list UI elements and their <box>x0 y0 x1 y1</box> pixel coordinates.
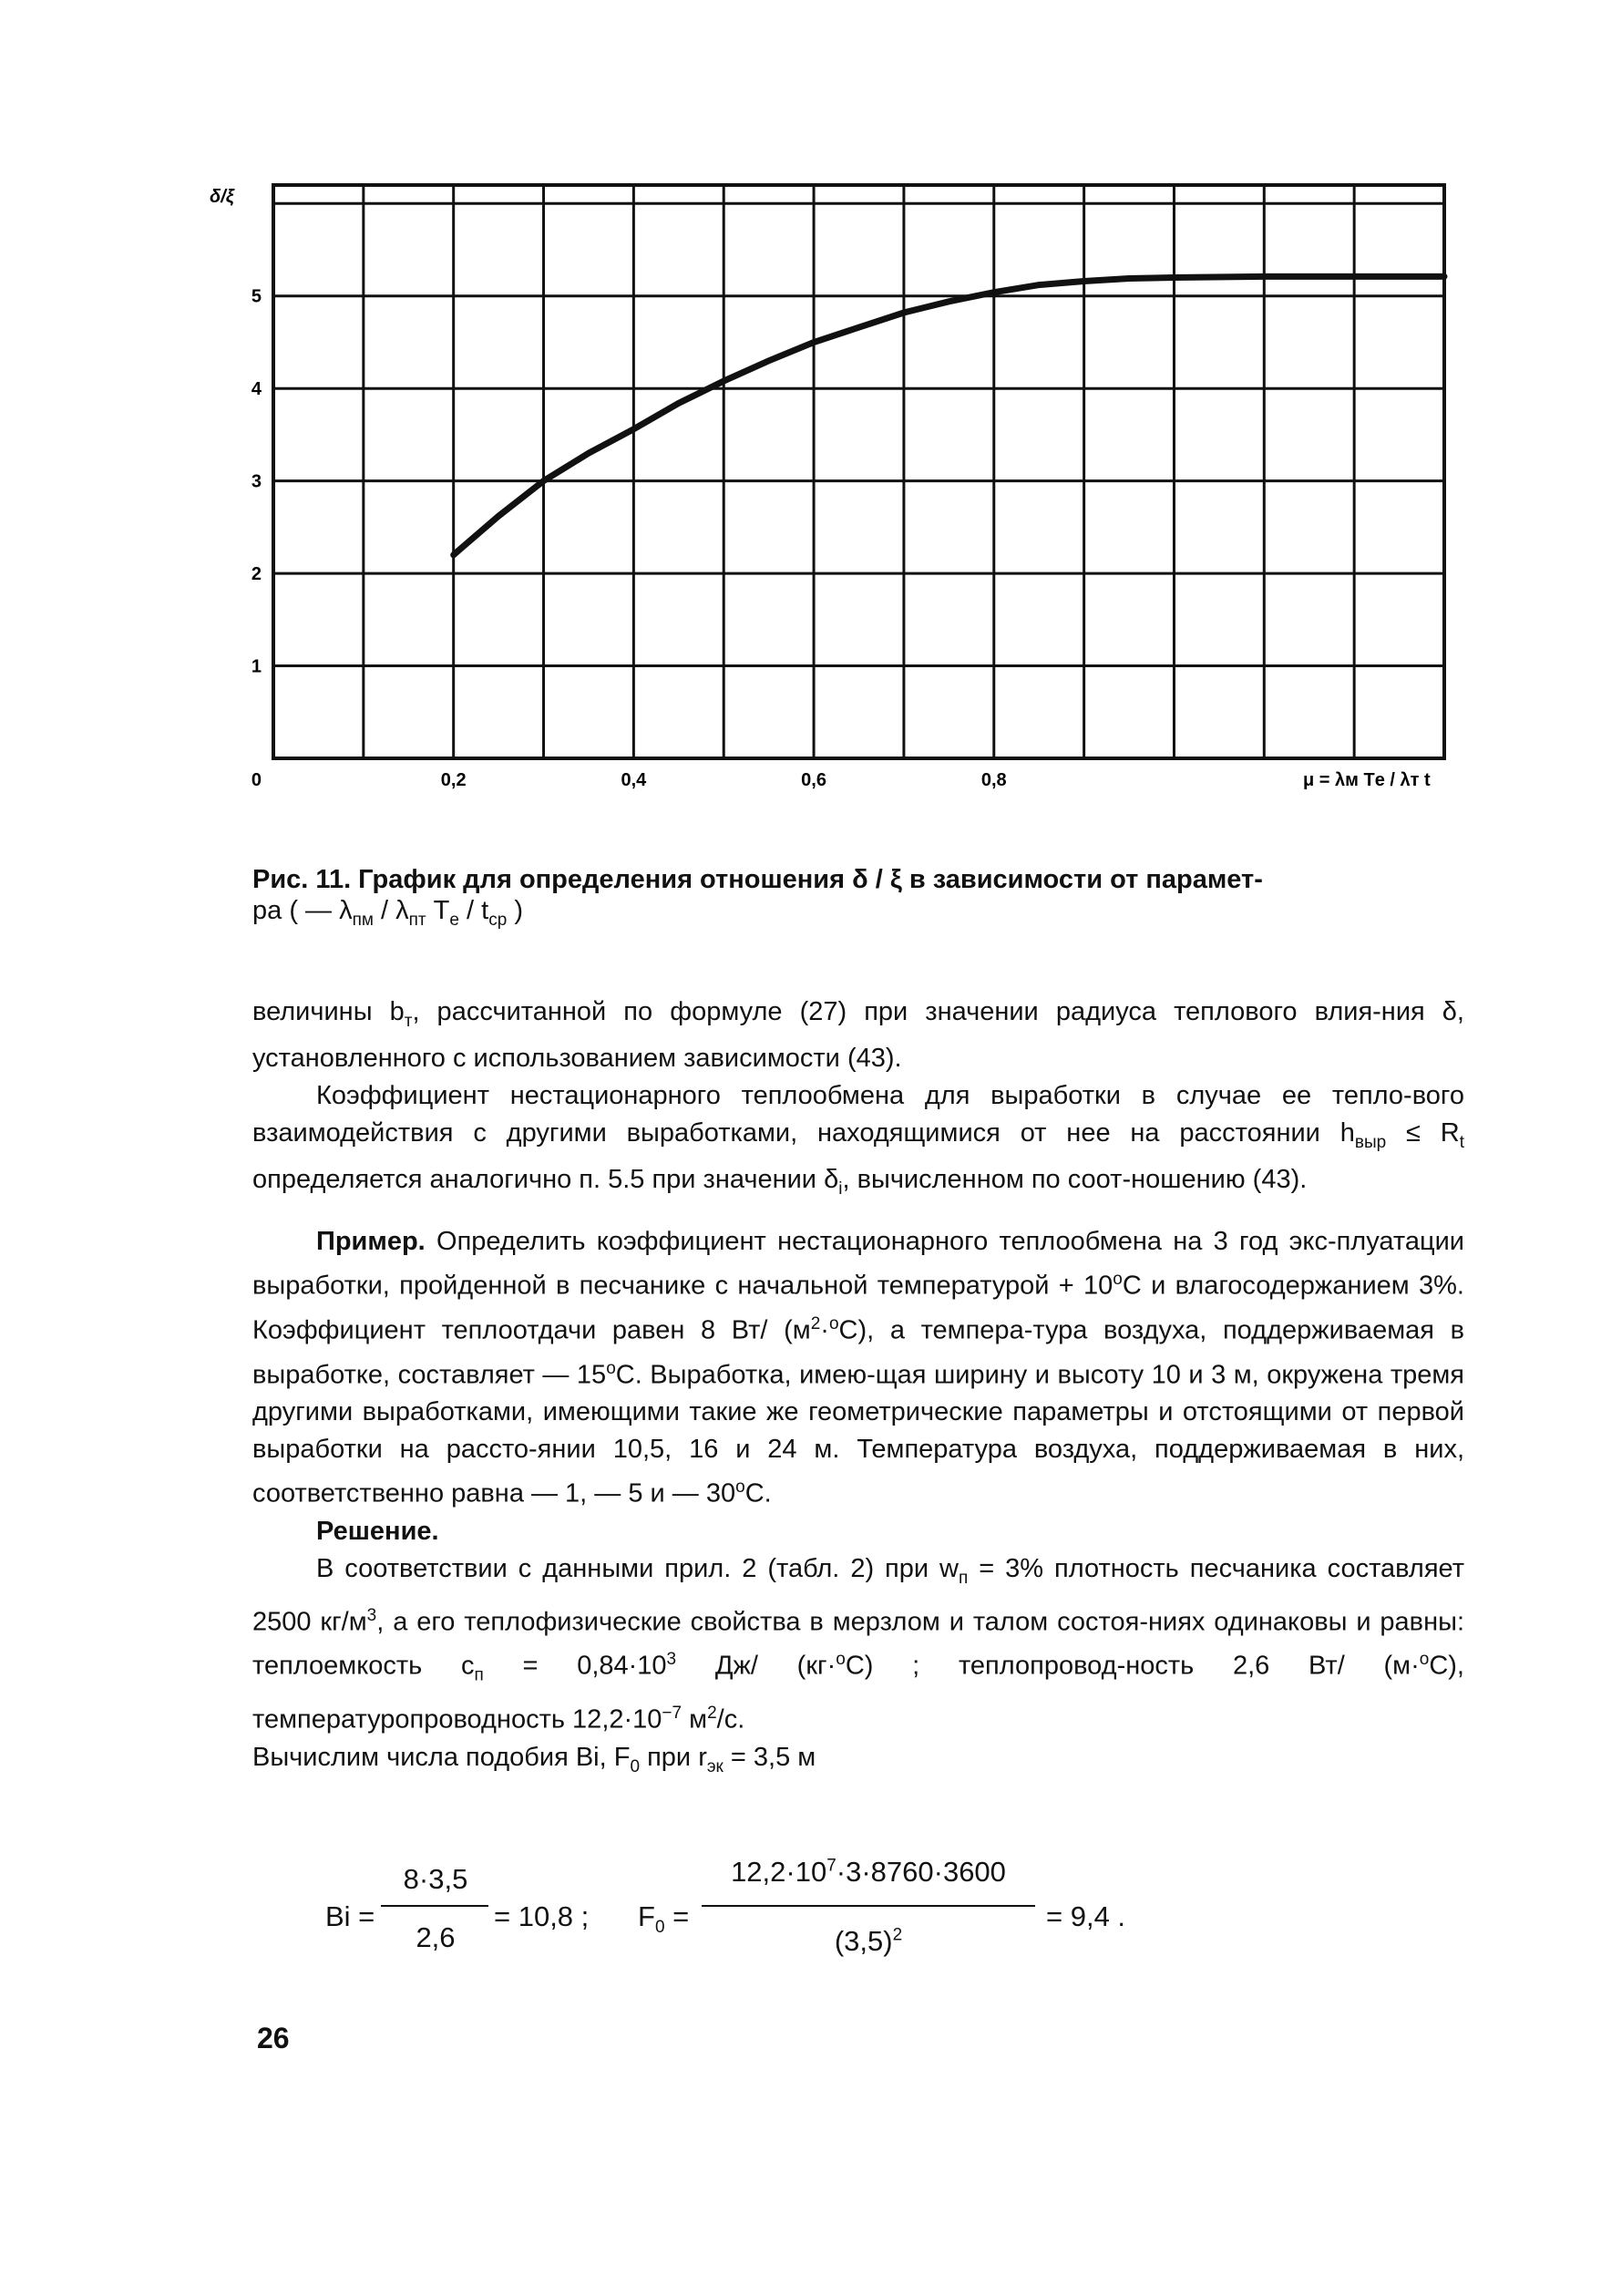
page-number: 26 <box>257 2022 290 2054</box>
paragraph-similarity: Вычислим числа подобия Bi, $F_0$ при $r_{эк} = 3,5$ м <box>252 1742 816 1776</box>
figure-caption <box>252 864 1473 936</box>
y-tick-label: 5 <box>251 286 262 307</box>
paragraph-2: Коэффициент нестационарного теплообмена для выработки в случае ее тепло-вого взаимодействия с другими выработками, находящимися от нее на расстоянии $h_{выр} \le R_t$ определяется аналогично п. 5.5 при значении $\delta_i$, вычисленном по соот-ношению (43). <box>252 1080 1464 1199</box>
bi-numerator: 8·3,5 <box>403 1863 468 1895</box>
chart-series-line <box>454 276 1444 554</box>
f0-lhs: $F_0$ = <box>638 1900 690 1938</box>
bi-lhs: Bi = <box>325 1900 375 1932</box>
x-axis-label: μ = λм Tе / λт t <box>1303 770 1431 790</box>
f0-fraction-line <box>702 1905 1035 1907</box>
chart <box>0 0 1601 857</box>
caption-line-1: Рис. 11. График для определения отношения δ / ξ в зависимости от парамет- <box>252 865 1263 894</box>
f0-result: = 9,4 . <box>1046 1900 1126 1932</box>
f0-denominator: $(3,5)^2$ <box>834 1925 903 1957</box>
bi-fraction-line <box>381 1905 488 1907</box>
x-tick-label: 0,4 <box>621 770 647 790</box>
f0-numerator: $12,2\cdot 10^7\cdot 3\cdot 8760\cdot 3600$ <box>731 1856 1006 1888</box>
body-text <box>252 994 1464 1785</box>
chart-frame <box>273 185 1444 758</box>
y-tick-label: 1 <box>251 656 262 677</box>
bi-result: = 10,8 ; <box>494 1900 590 1932</box>
paragraph-solution: В соответствии с данными прил. 2 (табл. 2) при $w_п = 3\%$ плотность песчаника составляет 2500 $кг/м^3$, а его теплофизические свойства в мерзлом и талом состоя-ниях одинаковы и равны: теплоемкость $с_п = 0,84\cdot 10^3$ Дж/ (кг·$^о$С) ; теплопровод-ность 2,6 Вт/ (м·$^о$С), температуропроводность $12,2\cdot 10^{-7}$ $м^2/с$. <box>252 1554 1464 1735</box>
y-axis-label: δ/ξ <box>210 187 234 207</box>
caption-line-2: ра ( — $\lambda_{пм} / \lambda_{пт}$ $T_е / t_{ср}$ ) <box>252 896 524 930</box>
chart-grid <box>273 185 1444 758</box>
y-tick-label: 2 <box>251 564 262 585</box>
origin-label: 0 <box>251 770 262 790</box>
paragraph-1: величины $b_т$, рассчитанной по формуле (27) при значении радиуса теплового влия-ния δ, установленного с использованием зависимости (43). <box>252 997 1464 1073</box>
x-tick-label: 0,8 <box>980 770 1007 790</box>
y-tick-label: 3 <box>251 471 262 492</box>
bi-denominator: 2,6 <box>416 1921 456 1953</box>
x-tick-label: 0,6 <box>801 770 826 790</box>
solution-heading: Решение. <box>316 1517 439 1547</box>
x-tick-label: 0,2 <box>440 770 467 790</box>
paragraph-example: Пример. Определить коэффициент нестационарного теплообмена на 3 год экс-плуатации выработки, пройденной в песчанике с начальной температурой + $10^оС$ и влагосодержанием 3%. Коэффициент теплоотдачи равен 8 Вт/ $(м^2\cdot^оС)$, а темпера-тура воздуха, поддерживаемая в выработке, составляет — $15^оС$. Выработка, имею-щая ширину и высоту 10 и 3 м, окружена тремя другими выработками, имеющими такие же геометрические параметры и отстоящими от первой выработки на рассто-янии 10,5, 16 и 24 м. Температура воздуха, поддерживаемая в них, соответственно равна — 1, — 5 и — $30^оС$. <box>252 1227 1465 1509</box>
y-tick-label: 4 <box>251 379 262 400</box>
